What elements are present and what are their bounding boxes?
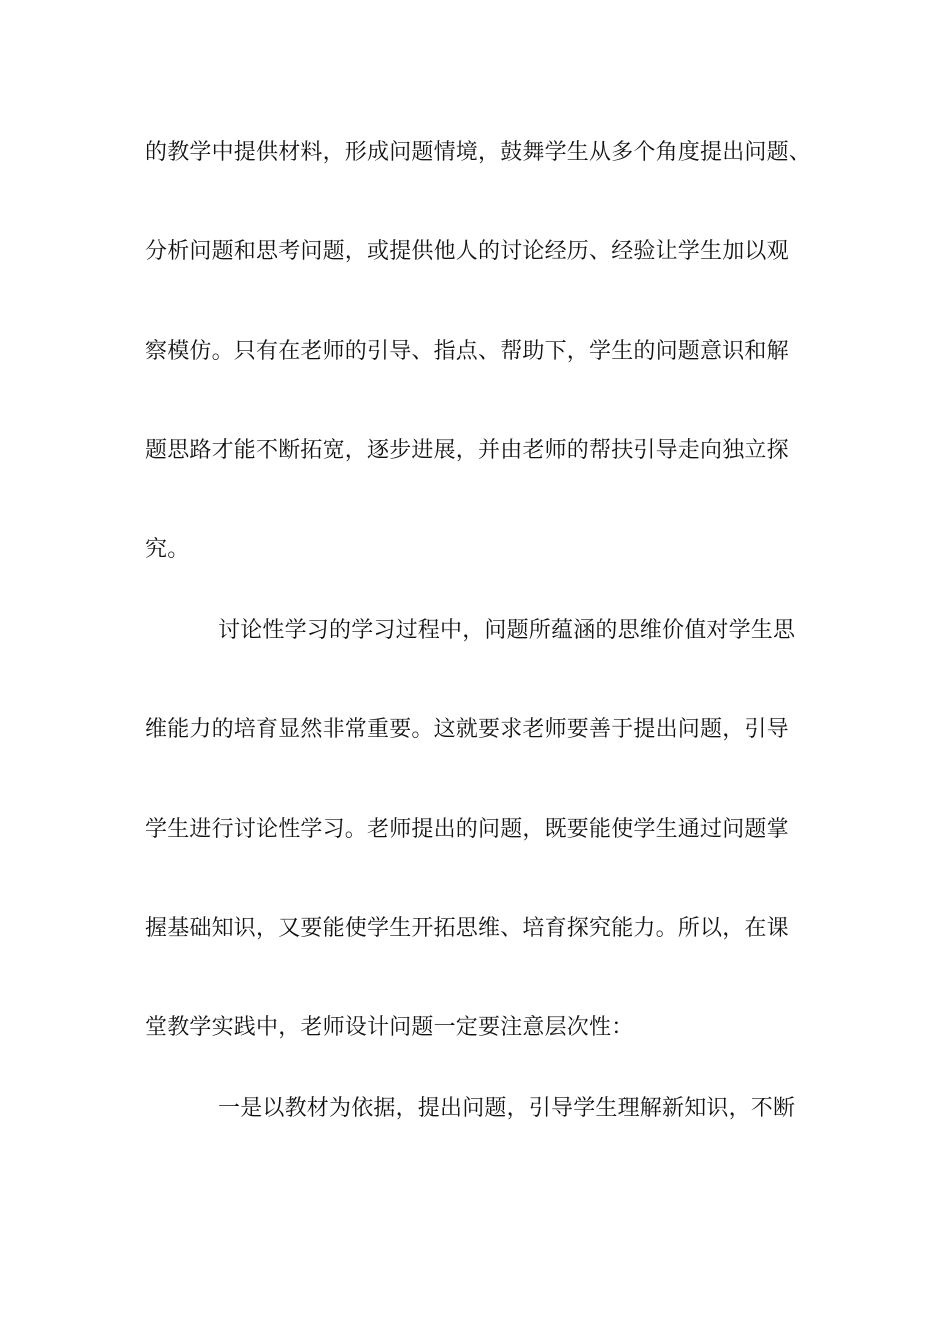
paragraph-line-3: 察模仿。只有在老师的引导、指点、帮助下，学生的问题意识和解 bbox=[145, 339, 789, 364]
paragraph-line-2: 分析问题和思考问题，或提供他人的讨论经历、经验让学生加以观 bbox=[145, 239, 789, 264]
paragraph-line-7: 维能力的培育显然非常重要。这就要求老师要善于提出问题，引导 bbox=[145, 717, 789, 742]
paragraph-line-8: 学生进行讨论性学习。老师提出的问题，既要能使学生通过问题掌 bbox=[145, 817, 789, 842]
paragraph-line-10: 堂教学实践中，老师设计问题一定要注意层次性： bbox=[145, 1015, 634, 1040]
paragraph-line-9: 握基础知识，又要能使学生开拓思维、培育探究能力。所以，在课 bbox=[145, 916, 789, 941]
paragraph-line-4: 题思路才能不断拓宽，逐步进展，并由老师的帮扶引导走向独立探 bbox=[145, 438, 789, 463]
paragraph-line-5: 究。 bbox=[145, 537, 190, 562]
paragraph-line-1: 的教学中提供材料，形成问题情境，鼓舞学生从多个角度提出问题、 bbox=[145, 140, 812, 165]
paragraph-line-6: 讨论性学习的学习过程中，问题所蕴涵的思维价值对学生思 bbox=[218, 618, 796, 643]
paragraph-line-11: 一是以教材为依据，提出问题，引导学生理解新知识，不断 bbox=[218, 1096, 796, 1121]
